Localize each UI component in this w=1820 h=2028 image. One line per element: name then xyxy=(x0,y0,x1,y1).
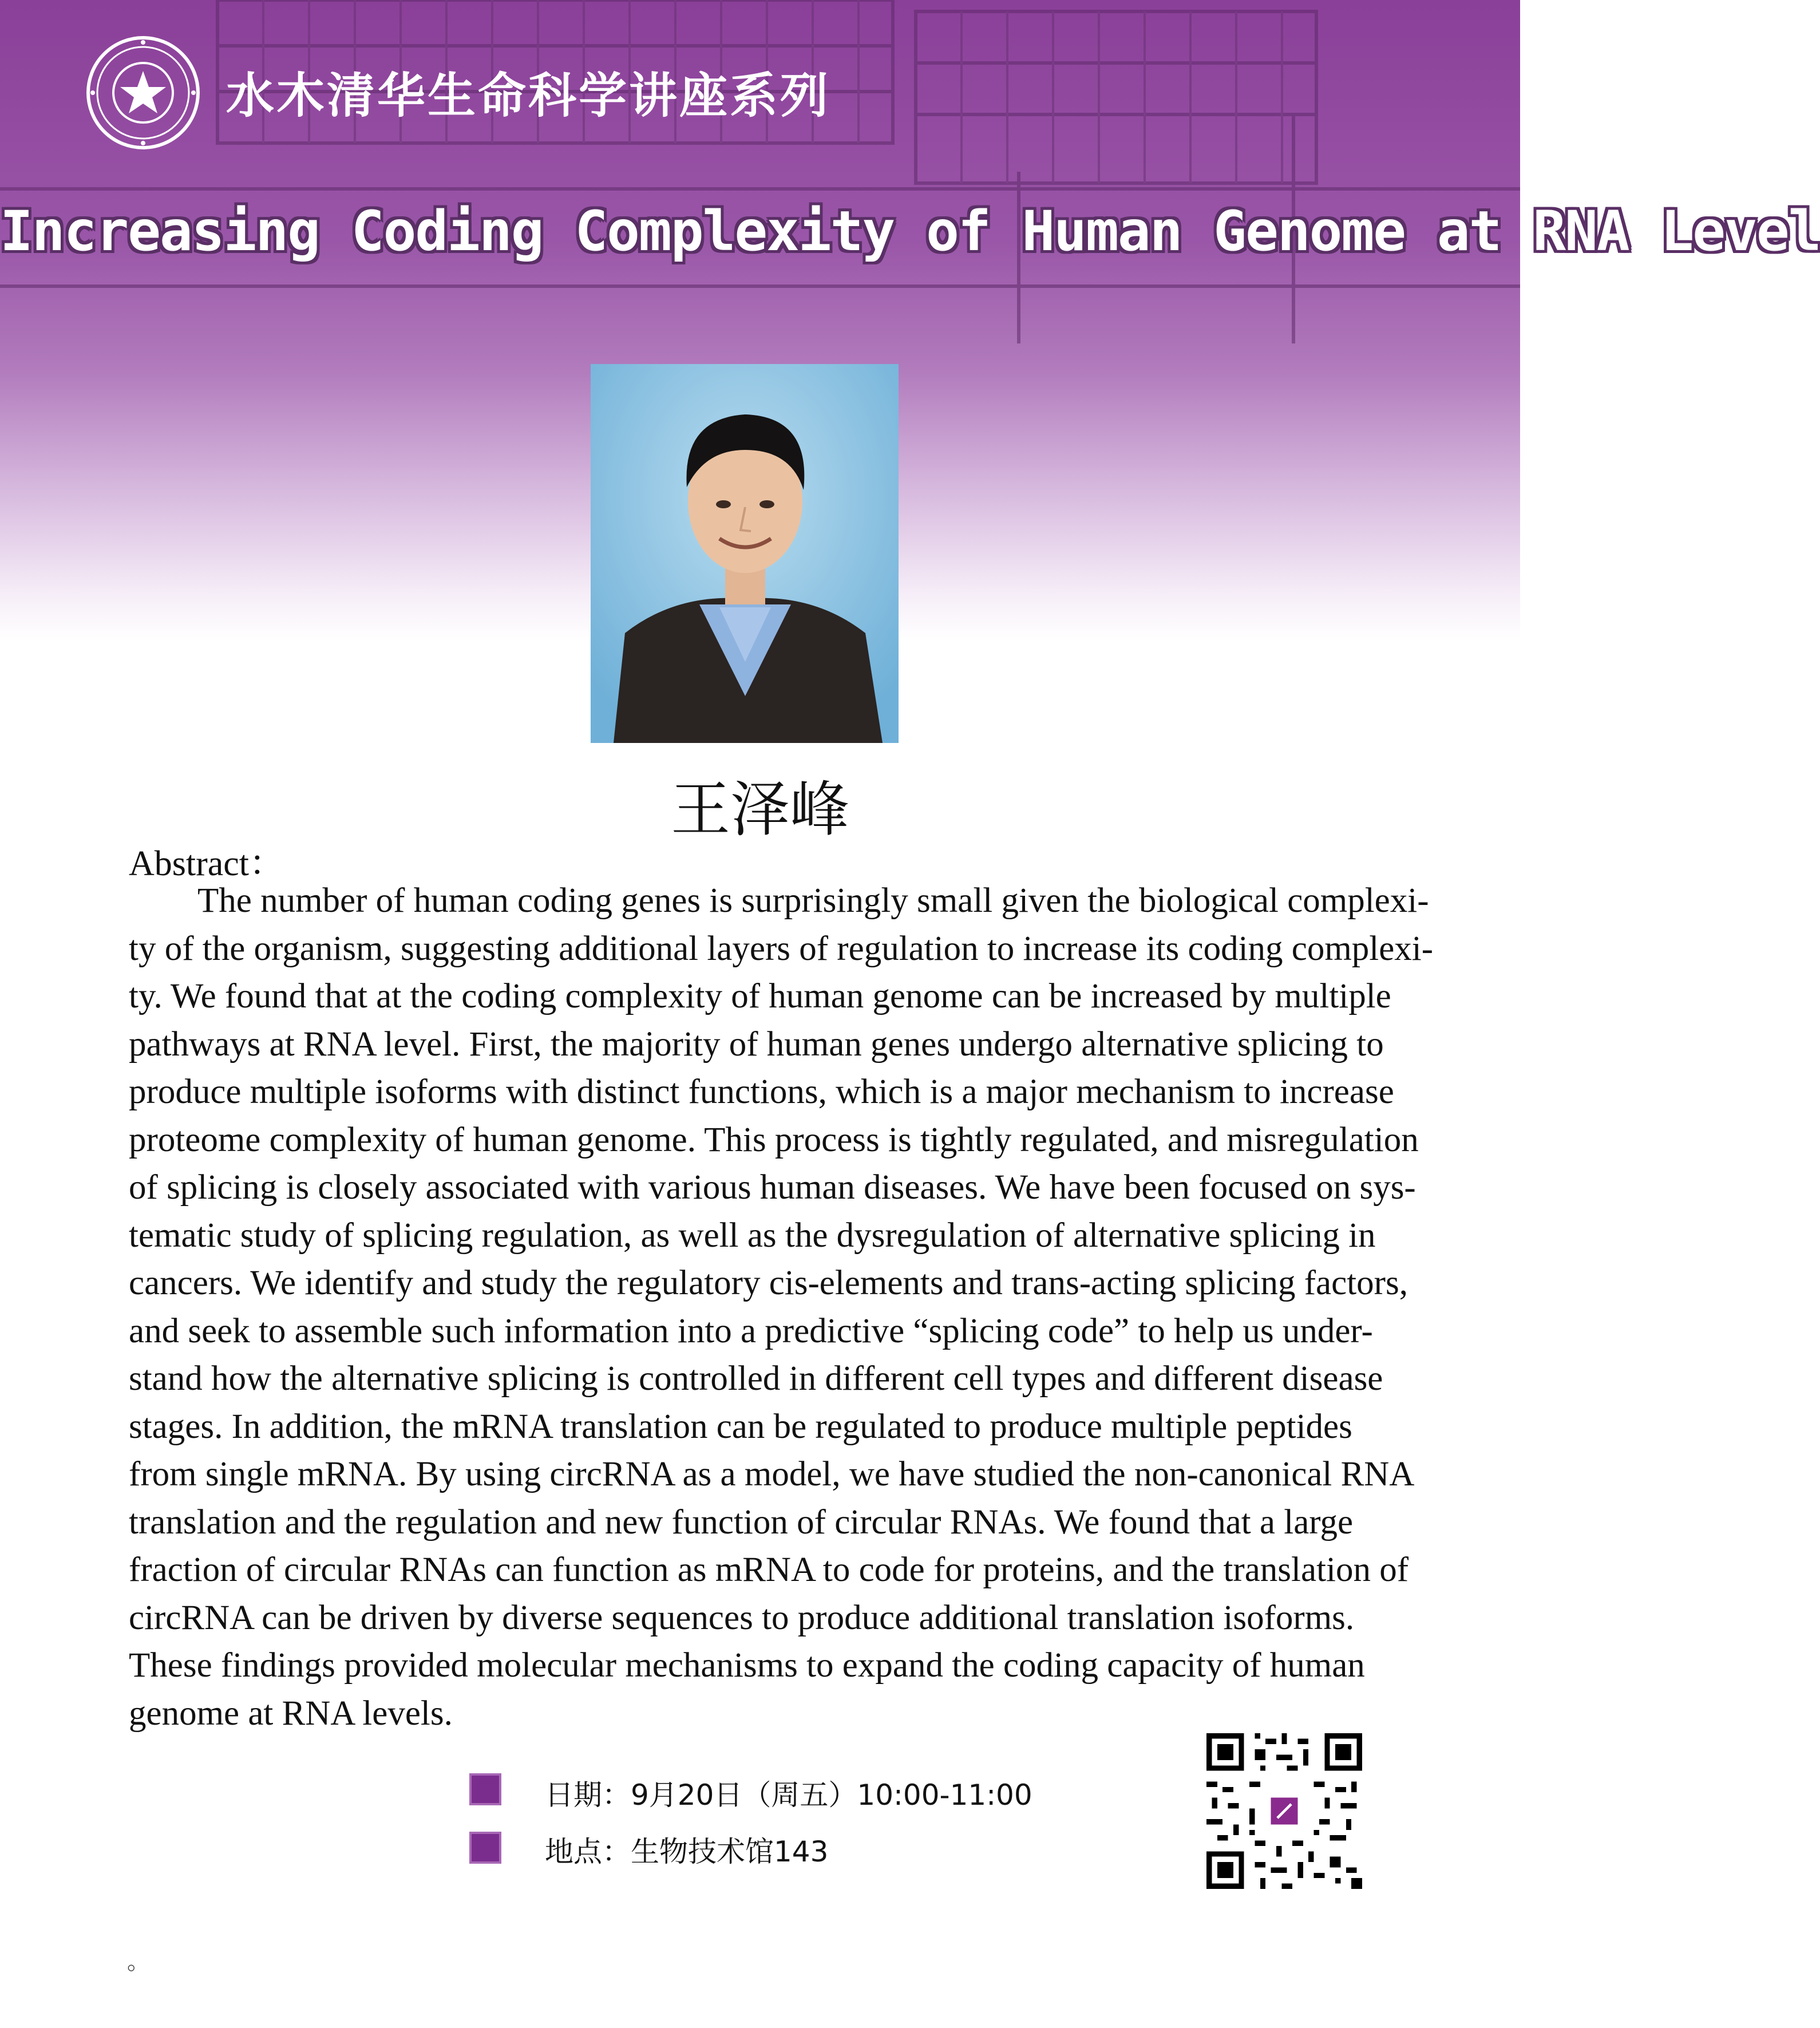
abstract-line: fraction of circular RNAs can function as mRNA to code for proteins, and the translation of xyxy=(129,1551,1409,1589)
abstract-line: proteome complexity of human genome. This process is tightly regulated, and misregulation xyxy=(129,1120,1419,1159)
abstract-line: genome at RNA levels. xyxy=(129,1694,453,1733)
speaker-name: 王泽峰 xyxy=(670,774,849,844)
speaker-portrait-photo xyxy=(591,364,899,743)
abstract-line: produce multiple isoforms with distinct functions, which is a major mechanism to increase xyxy=(129,1073,1394,1111)
lecture-series-title: 水木清华生命科学讲座系列 xyxy=(226,68,831,124)
abstract-line: from single mRNA. By using circRNA as a model, we have studied the non-canonical RNA xyxy=(129,1455,1415,1493)
abstract-line: stand how the alternative splicing is controlled in different cell types and different disease xyxy=(129,1359,1383,1398)
abstract-line: translation and the regulation and new function of circular RNAs. We found that a large xyxy=(129,1503,1354,1541)
abstract-body xyxy=(129,877,1434,1737)
talk-title: Increasing Coding Complexity of Human Genome at RNA Level xyxy=(0,199,1820,263)
date-bullet-icon xyxy=(469,1773,501,1805)
abstract-line: pathways at RNA level. First, the majority of human genes undergo alternative splicing to xyxy=(129,1025,1384,1064)
tsinghua-seal-icon xyxy=(86,35,200,150)
abstract-line: and seek to assemble such information into a predictive “splicing code” to help us under- xyxy=(129,1311,1373,1350)
footnote-mark: 。 xyxy=(127,1948,150,1975)
abstract-line: cancers. We identify and study the regulatory cis-elements and trans-acting splicing factors, xyxy=(129,1264,1408,1302)
abstract-heading: Abstract： xyxy=(129,844,285,883)
abstract-line: tematic study of splicing regulation, as well as the dysregulation of alternative splicing in xyxy=(129,1216,1376,1255)
qr-code-icon[interactable] xyxy=(1206,1733,1362,1889)
event-location: 地点：生物技术馆143 xyxy=(545,1835,829,1868)
abstract-line: stages. In addition, the mRNA translation can be regulated to produce multiple peptides xyxy=(129,1407,1352,1446)
event-date: 日期：9月20日（周五）10:00-11:00 xyxy=(545,1778,1032,1812)
abstract-line: The number of human coding genes is surprisingly small given the biological complexi- xyxy=(197,881,1429,920)
abstract-line: circRNA can be driven by diverse sequences to produce additional translation isoforms. xyxy=(129,1598,1355,1637)
abstract-line: ty. We found that at the coding complexity of human genome can be increased by multiple xyxy=(129,977,1391,1015)
location-bullet-icon xyxy=(469,1832,501,1864)
abstract-line: of splicing is closely associated with various human diseases. We have been focused on sys- xyxy=(129,1168,1416,1207)
abstract-line: ty of the organism, suggesting additional layers of regulation to increase its coding complexi- xyxy=(129,929,1434,968)
abstract-line: These findings provided molecular mechanisms to expand the coding capacity of human xyxy=(129,1646,1365,1685)
